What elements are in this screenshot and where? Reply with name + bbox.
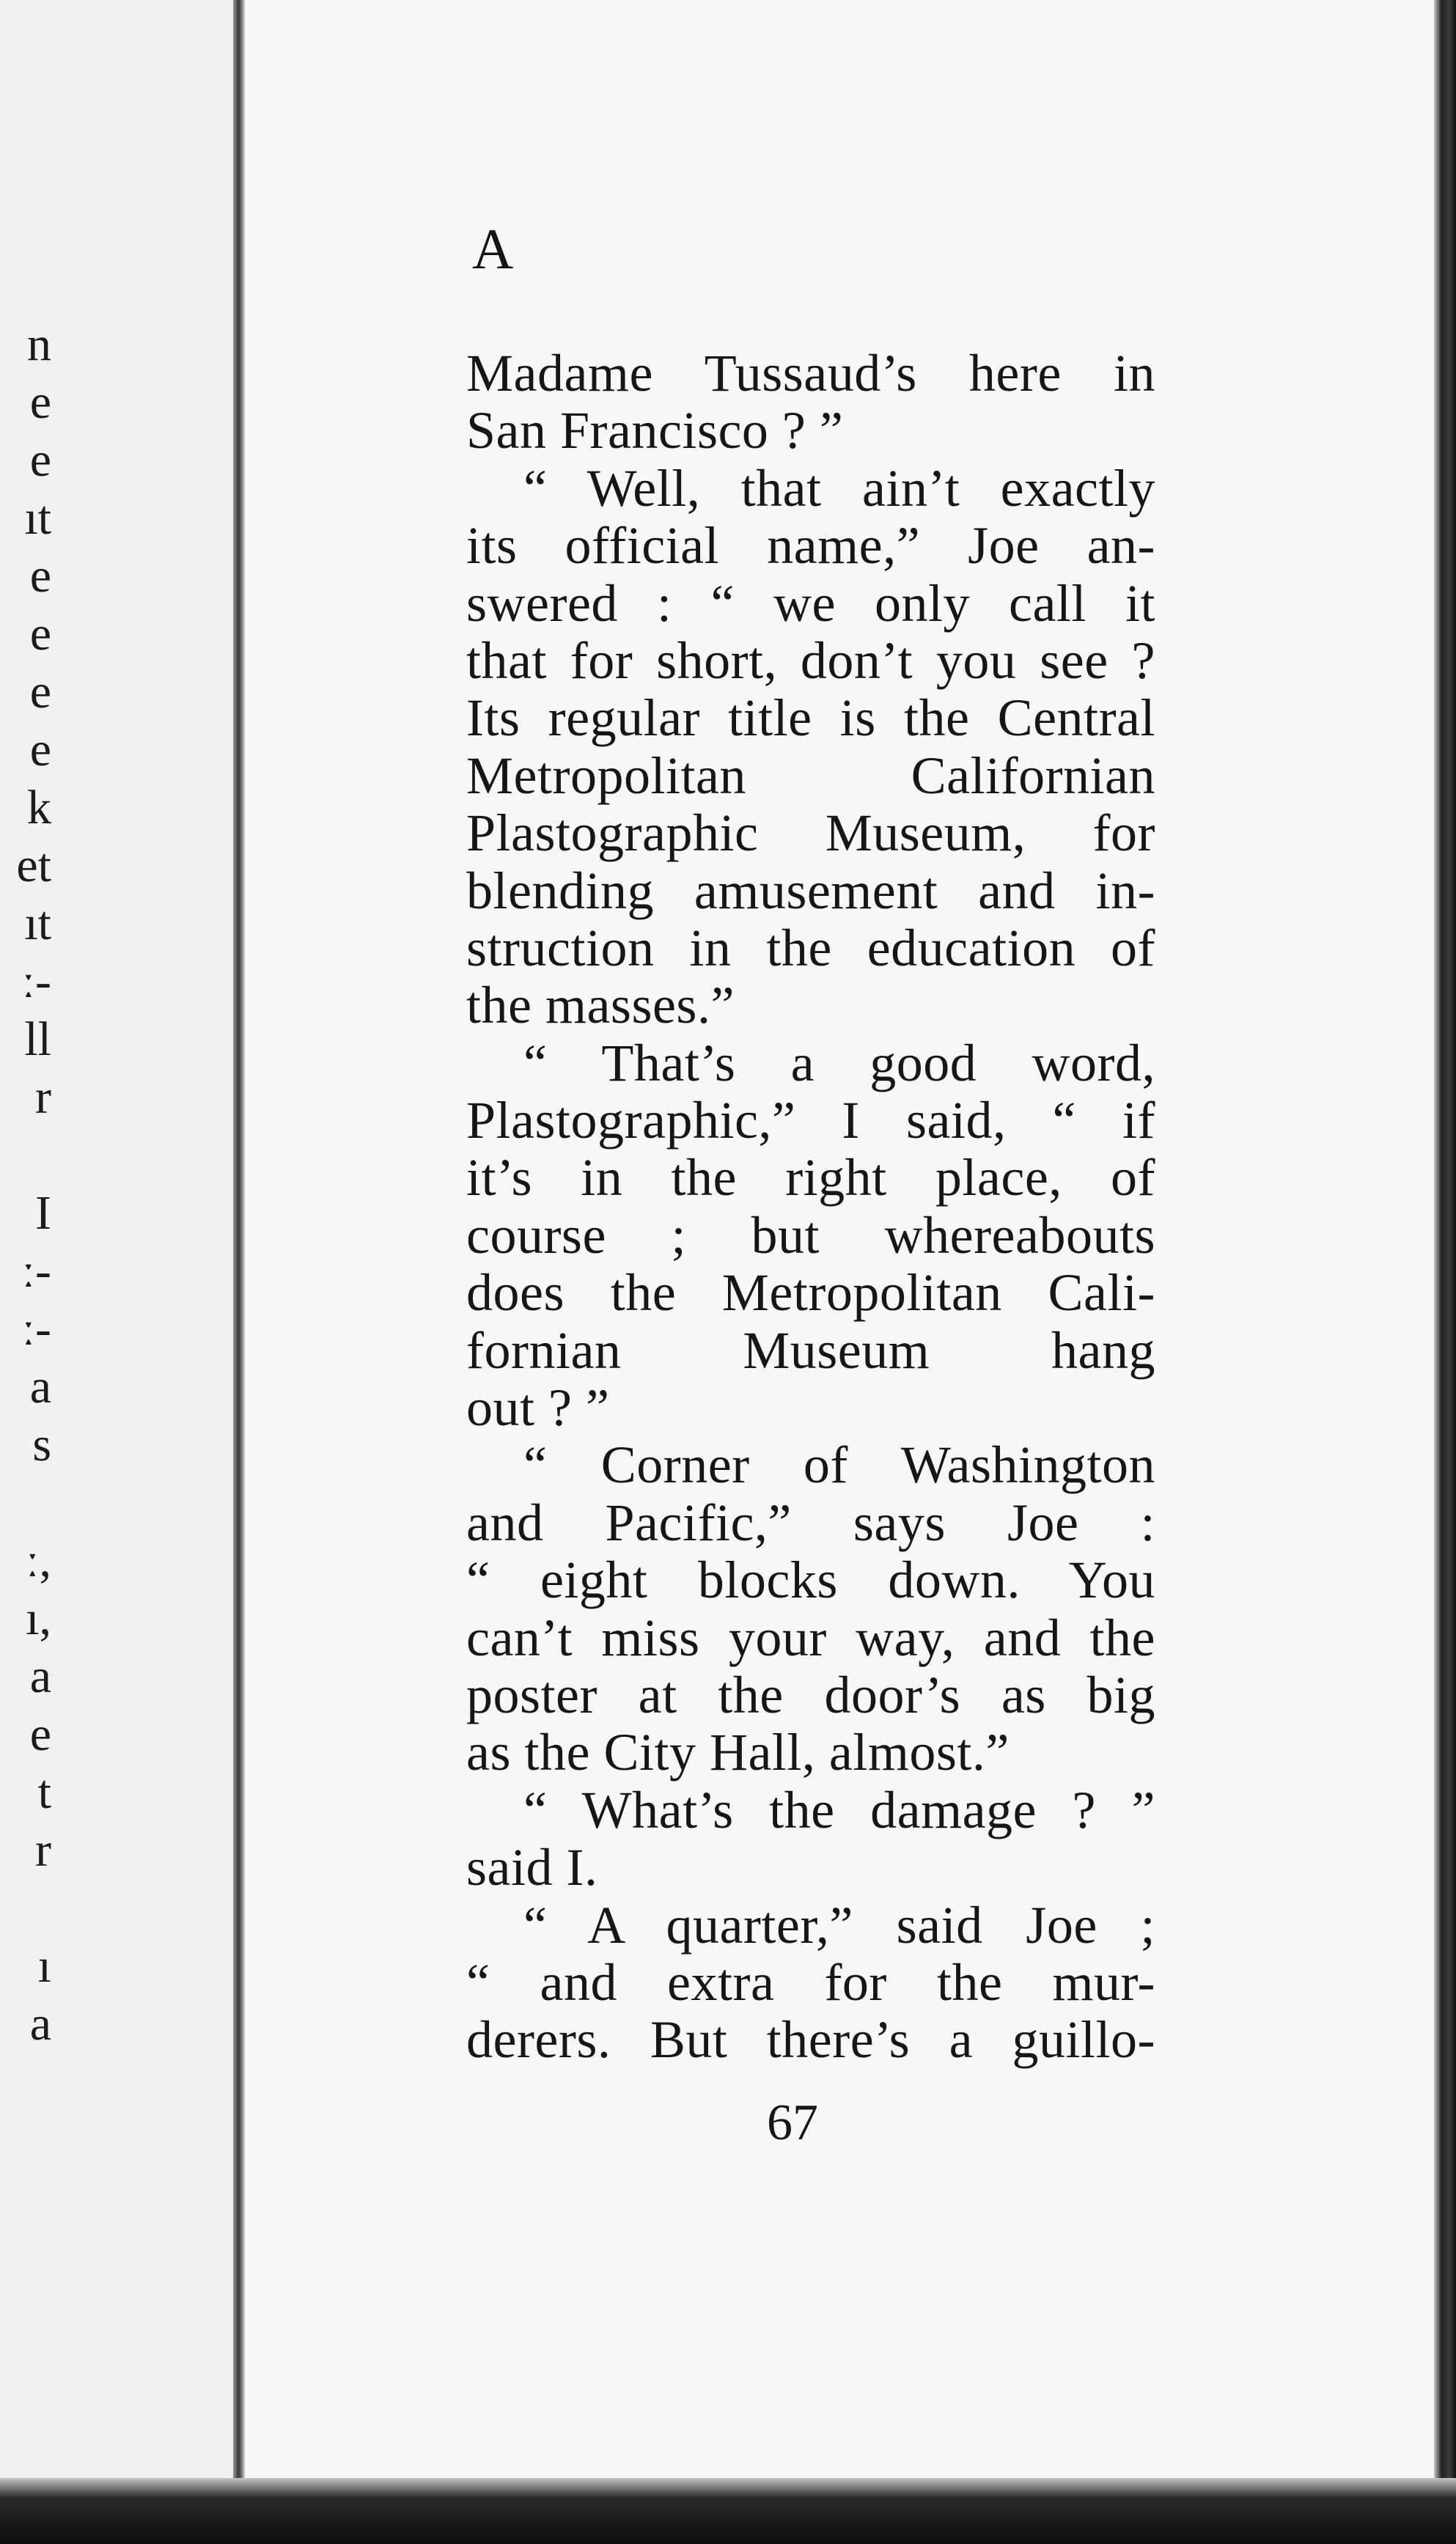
left-page-fragment: e	[29, 549, 51, 603]
left-page-fragment: ı	[37, 1939, 51, 1993]
body-text	[466, 345, 1155, 2069]
left-page-fragment: ː-	[21, 1302, 51, 1356]
left-page-fragment: e	[29, 607, 51, 661]
left-page-fragment: r	[35, 1823, 51, 1877]
left-page-fragment: ıt	[24, 897, 51, 950]
left-page-fragment: s	[32, 1418, 51, 1471]
text-line: “ That’s a good word,	[523, 1033, 1155, 1092]
text-line: fornian Museum hang	[466, 1320, 1155, 1380]
left-page-fragment: k	[27, 781, 51, 834]
text-line: swered : “ we only call it	[466, 573, 1155, 633]
left-page-fragment: e	[29, 375, 51, 429]
page-number: 67	[767, 2095, 818, 2151]
text-line: can’t miss your way, and the	[466, 1608, 1155, 1667]
left-page-fragment	[0, 1474, 51, 1532]
left-page-fragment: a	[29, 1650, 51, 1703]
left-page-fragment: a	[29, 1997, 51, 2051]
left-page-fragment: ː-	[21, 955, 51, 1008]
left-page-fragment: ıt	[24, 491, 51, 545]
left-facing-page	[0, 0, 235, 2493]
text-line: “ A quarter,” said Joe ;	[523, 1895, 1155, 1955]
text-line: does the Metropolitan Cali-	[466, 1263, 1155, 1323]
left-page-fragment: I	[35, 1186, 51, 1240]
left-page-fragment: e	[29, 723, 51, 776]
text-line: Plastographic Museum, for	[466, 804, 1155, 863]
text-line: “ eight blocks down. You	[466, 1551, 1155, 1610]
text-line: Metropolitan Californian	[466, 746, 1155, 805]
text-line: “ Well, that ain’t exactly	[523, 458, 1155, 518]
left-page-fragment: r	[35, 1070, 51, 1124]
left-page-text-fragments	[0, 315, 51, 2053]
text-line: course ; but whereabouts	[466, 1205, 1155, 1265]
left-page-fragment	[0, 1879, 51, 1937]
left-page-fragment: n	[27, 317, 51, 371]
text-line: “ and extra for the mur-	[466, 1952, 1155, 2012]
left-page-fragment: ll	[24, 1012, 51, 1066]
text-line: struction in the education of	[466, 918, 1155, 977]
left-page-fragment: e	[29, 433, 51, 487]
text-line: it’s in the right place, of	[466, 1148, 1155, 1207]
left-page-fragment: ː,	[26, 1534, 51, 1587]
left-page-fragment: e	[29, 1707, 51, 1761]
text-line: “ What’s the damage ? ”	[523, 1780, 1155, 1839]
text-line: its official name,” Joe an-	[466, 516, 1155, 576]
left-page-fragment: ː-	[21, 1244, 51, 1298]
left-page-fragment: t	[37, 1765, 51, 1819]
bottom-page-edge	[0, 2478, 1456, 2544]
text-line: said I.	[466, 1838, 598, 1897]
left-page-fragment: a	[29, 1360, 51, 1413]
left-page-fragment	[0, 1126, 51, 1184]
text-line: that for short, don’t you see ?	[466, 631, 1155, 690]
left-page-fragment: ı,	[26, 1592, 51, 1645]
text-line: out ? ”	[466, 1378, 610, 1438]
left-page-fragment: et	[16, 839, 51, 892]
text-line: blending amusement and in-	[466, 861, 1155, 920]
text-line: Madame Tussaud’s here in	[466, 344, 1155, 402]
right-page-edge	[1434, 0, 1456, 2544]
text-line: derers. But there’s a guillo-	[466, 2010, 1155, 2070]
text-line: Its regular title is the Central	[466, 688, 1155, 748]
text-line: Plastographic,” I said, “ if	[466, 1091, 1155, 1150]
text-line: the masses.”	[466, 976, 735, 1035]
running-head: A	[472, 217, 514, 281]
text-line: San Francisco ? ”	[466, 401, 844, 460]
book-gutter	[233, 0, 245, 2493]
left-page-fragment: e	[29, 665, 51, 718]
text-line: and Pacific,” says Joe :	[466, 1493, 1155, 1552]
text-line: as the City Hall, almost.”	[466, 1723, 1010, 1782]
text-line: poster at the door’s as big	[466, 1665, 1155, 1724]
text-line: “ Corner of Washington	[523, 1435, 1155, 1495]
